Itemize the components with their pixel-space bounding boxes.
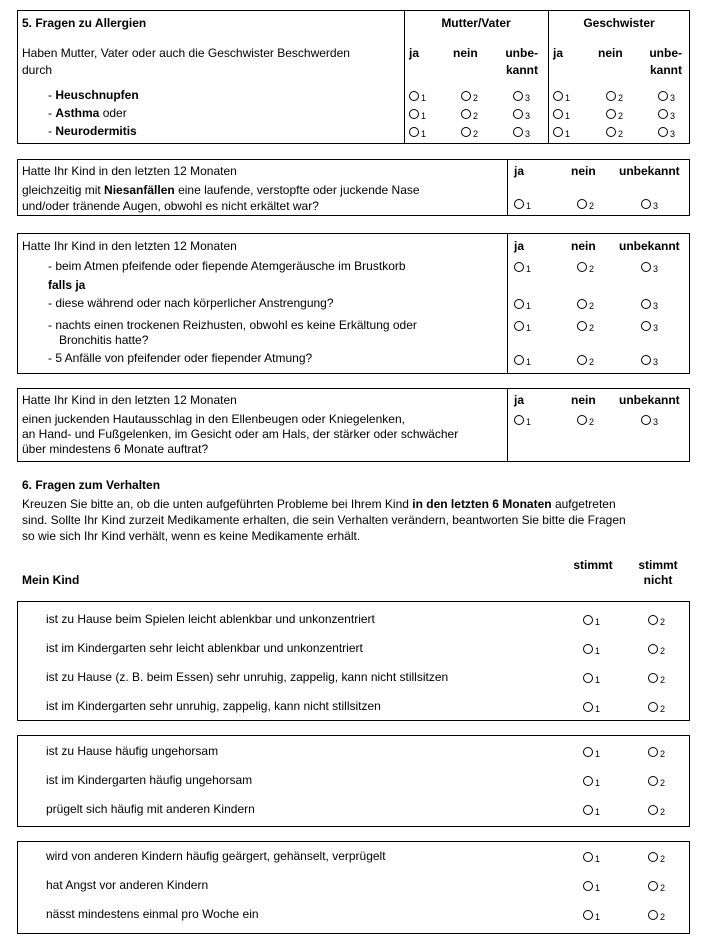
option-number: 3	[525, 93, 531, 103]
radio-option[interactable]	[577, 353, 603, 369]
radio-option[interactable]	[583, 745, 609, 761]
option-number: 2	[660, 675, 666, 685]
radio-option[interactable]	[583, 671, 609, 687]
question-text: Bronchitis hatte?	[59, 333, 149, 347]
option-number: 2	[660, 854, 666, 864]
radio-option[interactable]	[513, 89, 539, 105]
option-number: 2	[660, 912, 666, 922]
question-text: an Hand- und Fußgelenken, im Gesicht oder am Hals, der stärker oder schwächer	[22, 427, 459, 441]
radio-circle-icon	[583, 615, 593, 625]
radio-option[interactable]	[583, 642, 609, 658]
divider	[507, 233, 508, 374]
radio-circle-icon	[514, 415, 524, 425]
group-header-parents: Mutter/Vater	[441, 16, 511, 30]
option-number: 2	[660, 646, 666, 656]
behavior-item: ist zu Hause häufig ungehorsam	[46, 744, 219, 758]
radio-circle-icon	[577, 299, 587, 309]
question-text: durch	[22, 63, 53, 77]
radio-circle-icon	[648, 673, 658, 683]
behavior-item: ist im Kindergarten sehr leicht ablenkbar und unkonzentriert	[46, 641, 363, 655]
option-number: 2	[660, 749, 666, 759]
option-number: 3	[525, 129, 531, 139]
option-number: 3	[653, 357, 659, 367]
col-unknown: unbekannt	[619, 239, 680, 253]
radio-option[interactable]	[461, 89, 487, 105]
radio-option[interactable]	[641, 297, 667, 313]
radio-circle-icon	[641, 262, 651, 272]
radio-option[interactable]	[583, 908, 609, 924]
col-yes: ja	[514, 393, 525, 407]
col-no: nein	[571, 239, 596, 253]
option-number: 2	[660, 778, 666, 788]
radio-circle-icon	[648, 644, 658, 654]
radio-option[interactable]	[648, 671, 674, 687]
radio-option[interactable]	[658, 89, 684, 105]
option-number: 1	[526, 323, 532, 333]
radio-circle-icon	[553, 109, 563, 119]
radio-option[interactable]	[583, 700, 609, 716]
radio-circle-icon	[648, 615, 658, 625]
radio-circle-icon	[514, 262, 524, 272]
col-yes: ja	[514, 239, 525, 253]
radio-option[interactable]	[658, 125, 684, 141]
col-no: nein	[453, 46, 478, 60]
radio-circle-icon	[641, 355, 651, 365]
radio-option[interactable]	[577, 319, 603, 335]
radio-option[interactable]	[583, 850, 609, 866]
question-text: über mindestens 6 Monate auftrat?	[22, 442, 209, 456]
radio-option[interactable]	[641, 319, 667, 335]
radio-option[interactable]	[577, 297, 603, 313]
radio-option[interactable]	[641, 413, 667, 429]
radio-option[interactable]	[648, 642, 674, 658]
radio-circle-icon	[577, 355, 587, 365]
option-number: 1	[526, 201, 532, 211]
radio-circle-icon	[648, 910, 658, 920]
option-number: 2	[618, 93, 624, 103]
radio-option[interactable]	[648, 774, 674, 790]
radio-option[interactable]	[461, 125, 487, 141]
radio-circle-icon	[577, 321, 587, 331]
option-number: 2	[473, 129, 479, 139]
radio-option[interactable]	[583, 613, 609, 629]
behavior-item: hat Angst vor anderen Kindern	[46, 878, 209, 892]
label-my-child: Mein Kind	[22, 573, 80, 587]
radio-option[interactable]	[577, 197, 603, 213]
radio-option[interactable]	[583, 879, 609, 895]
radio-circle-icon	[577, 415, 587, 425]
col-no: nein	[571, 393, 596, 407]
radio-circle-icon	[514, 355, 524, 365]
col-yes: ja	[409, 46, 420, 60]
group-header-siblings: Geschwister	[583, 16, 655, 30]
radio-option[interactable]	[648, 803, 674, 819]
radio-option[interactable]	[409, 125, 435, 141]
option-number: 3	[653, 201, 659, 211]
radio-option[interactable]	[513, 107, 539, 123]
radio-circle-icon	[606, 127, 616, 137]
option-number: 3	[670, 129, 676, 139]
radio-option[interactable]	[514, 260, 540, 276]
radio-circle-icon	[583, 805, 593, 815]
option-number: 2	[473, 111, 479, 121]
allergy-row-label: - Heuschnupfen	[48, 88, 139, 102]
radio-option[interactable]	[553, 89, 579, 105]
question-text: - beim Atmen pfeifende oder fiepende Atemgeräusche im Brustkorb	[48, 259, 406, 273]
radio-option[interactable]	[514, 297, 540, 313]
allergy-row-label: - Asthma oder	[48, 106, 127, 120]
option-number: 1	[526, 264, 532, 274]
radio-circle-icon	[606, 91, 616, 101]
question-text: - nachts einen trockenen Reizhusten, obwohl es keine Erkältung oder	[48, 318, 417, 332]
option-number: 3	[525, 111, 531, 121]
option-number: 2	[473, 93, 479, 103]
radio-circle-icon	[409, 109, 419, 119]
radio-circle-icon	[641, 321, 651, 331]
option-number: 1	[595, 617, 601, 627]
radio-option[interactable]	[577, 413, 603, 429]
option-number: 2	[660, 617, 666, 627]
radio-circle-icon	[648, 805, 658, 815]
col-unknown: unbekannt	[619, 393, 680, 407]
option-number: 1	[526, 357, 532, 367]
divider	[507, 159, 508, 216]
radio-circle-icon	[641, 299, 651, 309]
option-number: 1	[595, 675, 601, 685]
radio-circle-icon	[583, 673, 593, 683]
option-number: 1	[421, 111, 427, 121]
option-number: 3	[653, 323, 659, 333]
radio-option[interactable]	[514, 319, 540, 335]
option-number: 2	[618, 129, 624, 139]
col-unknown: unbe-	[649, 46, 682, 60]
radio-circle-icon	[658, 91, 668, 101]
option-number: 1	[421, 93, 427, 103]
behavior-item: ist zu Hause (z. B. beim Essen) sehr unruhig, zappelig, kann nicht stillsitzen	[46, 670, 449, 684]
radio-circle-icon	[577, 199, 587, 209]
radio-circle-icon	[409, 91, 419, 101]
col-unknown: kannt	[649, 63, 682, 77]
option-number: 1	[595, 854, 601, 864]
option-number: 2	[589, 264, 595, 274]
question-text: und/oder tränende Augen, obwohl es nicht erkältet war?	[22, 199, 319, 213]
radio-option[interactable]	[514, 413, 540, 429]
option-number: 2	[589, 417, 595, 427]
col-yes: ja	[553, 46, 564, 60]
radio-circle-icon	[513, 91, 523, 101]
radio-option[interactable]	[583, 803, 609, 819]
radio-circle-icon	[583, 881, 593, 891]
option-number: 1	[595, 883, 601, 893]
radio-circle-icon	[461, 109, 471, 119]
radio-option[interactable]	[606, 125, 632, 141]
radio-option[interactable]	[641, 260, 667, 276]
radio-circle-icon	[648, 776, 658, 786]
option-number: 1	[595, 704, 601, 714]
question-text: einen juckenden Hautausschlag in den Ellenbeugen oder Kniegelenken,	[22, 412, 405, 426]
radio-option[interactable]	[513, 125, 539, 141]
behavior-item: nässt mindestens einmal pro Woche ein	[46, 907, 259, 921]
radio-circle-icon	[514, 321, 524, 331]
option-number: 3	[670, 111, 676, 121]
radio-option[interactable]	[648, 745, 674, 761]
option-number: 1	[526, 301, 532, 311]
radio-option[interactable]	[606, 107, 632, 123]
option-number: 1	[526, 417, 532, 427]
radio-circle-icon	[553, 91, 563, 101]
col-false: stimmt	[638, 558, 678, 572]
radio-circle-icon	[583, 776, 593, 786]
question-text: - 5 Anfälle von pfeifender oder fiepender Atmung?	[48, 351, 313, 365]
col-unknown: unbe-	[505, 46, 538, 60]
radio-option[interactable]	[461, 107, 487, 123]
radio-circle-icon	[583, 702, 593, 712]
radio-option[interactable]	[583, 774, 609, 790]
option-number: 2	[589, 301, 595, 311]
radio-circle-icon	[648, 881, 658, 891]
behavior-item: ist im Kindergarten sehr unruhig, zappelig, kann nicht stillsitzen	[46, 699, 381, 713]
radio-circle-icon	[658, 127, 668, 137]
option-number: 1	[565, 111, 571, 121]
behavior-item: wird von anderen Kindern häufig geärgert, gehänselt, verprügelt	[46, 849, 386, 863]
option-number: 1	[595, 646, 601, 656]
instruction-text: so wie sich Ihr Kind verhält, wenn es keine Medikamente erhält.	[22, 529, 361, 543]
radio-option[interactable]	[514, 353, 540, 369]
radio-circle-icon	[583, 910, 593, 920]
option-number: 1	[595, 807, 601, 817]
radio-circle-icon	[648, 702, 658, 712]
radio-circle-icon	[641, 199, 651, 209]
option-number: 1	[595, 778, 601, 788]
behavior-item: prügelt sich häufig mit anderen Kindern	[46, 802, 255, 816]
radio-option[interactable]	[553, 107, 579, 123]
option-number: 3	[670, 93, 676, 103]
radio-circle-icon	[409, 127, 419, 137]
option-number: 2	[618, 111, 624, 121]
allergy-row-label: - Neurodermitis	[48, 124, 137, 138]
radio-circle-icon	[658, 109, 668, 119]
behavior-item: ist zu Hause beim Spielen leicht ablenkbar und unkonzentriert	[46, 612, 375, 626]
option-number: 2	[660, 807, 666, 817]
question-intro: Hatte Ihr Kind in den letzten 12 Monaten	[22, 164, 237, 178]
radio-option[interactable]	[409, 107, 435, 123]
radio-circle-icon	[648, 747, 658, 757]
radio-option[interactable]	[648, 613, 674, 629]
radio-circle-icon	[583, 747, 593, 757]
behavior-item: ist im Kindergarten häufig ungehorsam	[46, 773, 253, 787]
divider	[507, 388, 508, 462]
option-number: 3	[653, 417, 659, 427]
col-true: stimmt	[573, 558, 613, 572]
radio-circle-icon	[461, 127, 471, 137]
option-number: 3	[653, 264, 659, 274]
radio-circle-icon	[577, 262, 587, 272]
col-unknown: unbekannt	[619, 164, 680, 178]
radio-circle-icon	[513, 109, 523, 119]
radio-circle-icon	[648, 852, 658, 862]
question-text: - diese während oder nach körperlicher Anstrengung?	[48, 296, 334, 310]
radio-circle-icon	[583, 852, 593, 862]
option-number: 2	[589, 323, 595, 333]
radio-circle-icon	[583, 644, 593, 654]
radio-option[interactable]	[641, 197, 667, 213]
question-text: Haben Mutter, Vater oder auch die Geschwister Beschwerden	[22, 46, 350, 60]
radio-option[interactable]	[641, 353, 667, 369]
falls-ja-label: falls ja	[48, 278, 86, 292]
radio-circle-icon	[513, 127, 523, 137]
option-number: 2	[589, 357, 595, 367]
radio-option[interactable]	[648, 700, 674, 716]
radio-option[interactable]	[606, 89, 632, 105]
radio-option[interactable]	[648, 850, 674, 866]
radio-circle-icon	[514, 199, 524, 209]
section-title: 6. Fragen zum Verhalten	[22, 478, 161, 492]
option-number: 2	[589, 201, 595, 211]
radio-option[interactable]	[648, 908, 674, 924]
radio-circle-icon	[641, 415, 651, 425]
radio-circle-icon	[461, 91, 471, 101]
option-number: 1	[421, 129, 427, 139]
col-no: nein	[598, 46, 623, 60]
question-intro: Hatte Ihr Kind in den letzten 12 Monaten	[22, 393, 237, 407]
option-number: 1	[595, 749, 601, 759]
radio-option[interactable]	[577, 260, 603, 276]
instruction-text: sind. Sollte Ihr Kind zurzeit Medikamente erhalten, die sein Verhalten verändern, beantworten Sie bitte die Fragen	[22, 513, 626, 527]
radio-circle-icon	[514, 299, 524, 309]
col-no: nein	[571, 164, 596, 178]
radio-option[interactable]	[648, 879, 674, 895]
option-number: 1	[565, 129, 571, 139]
col-yes: ja	[514, 164, 525, 178]
option-number: 3	[653, 301, 659, 311]
radio-option[interactable]	[409, 89, 435, 105]
option-number: 2	[660, 704, 666, 714]
col-false: nicht	[643, 573, 673, 587]
radio-option[interactable]	[514, 197, 540, 213]
col-unknown: kannt	[505, 63, 538, 77]
radio-circle-icon	[553, 127, 563, 137]
question-text: gleichzeitig mit Niesanfällen eine laufende, verstopfte oder juckende Nase	[22, 183, 420, 197]
question-intro: Hatte Ihr Kind in den letzten 12 Monaten	[22, 239, 237, 253]
option-number: 2	[660, 883, 666, 893]
radio-circle-icon	[606, 109, 616, 119]
radio-option[interactable]	[658, 107, 684, 123]
section-title: 5. Fragen zu Allergien	[22, 16, 147, 30]
option-number: 1	[595, 912, 601, 922]
instruction-text: Kreuzen Sie bitte an, ob die unten aufgeführten Probleme bei Ihrem Kind in den letzten 6 Monaten aufgetreten	[22, 497, 616, 511]
option-number: 1	[565, 93, 571, 103]
radio-option[interactable]	[553, 125, 579, 141]
